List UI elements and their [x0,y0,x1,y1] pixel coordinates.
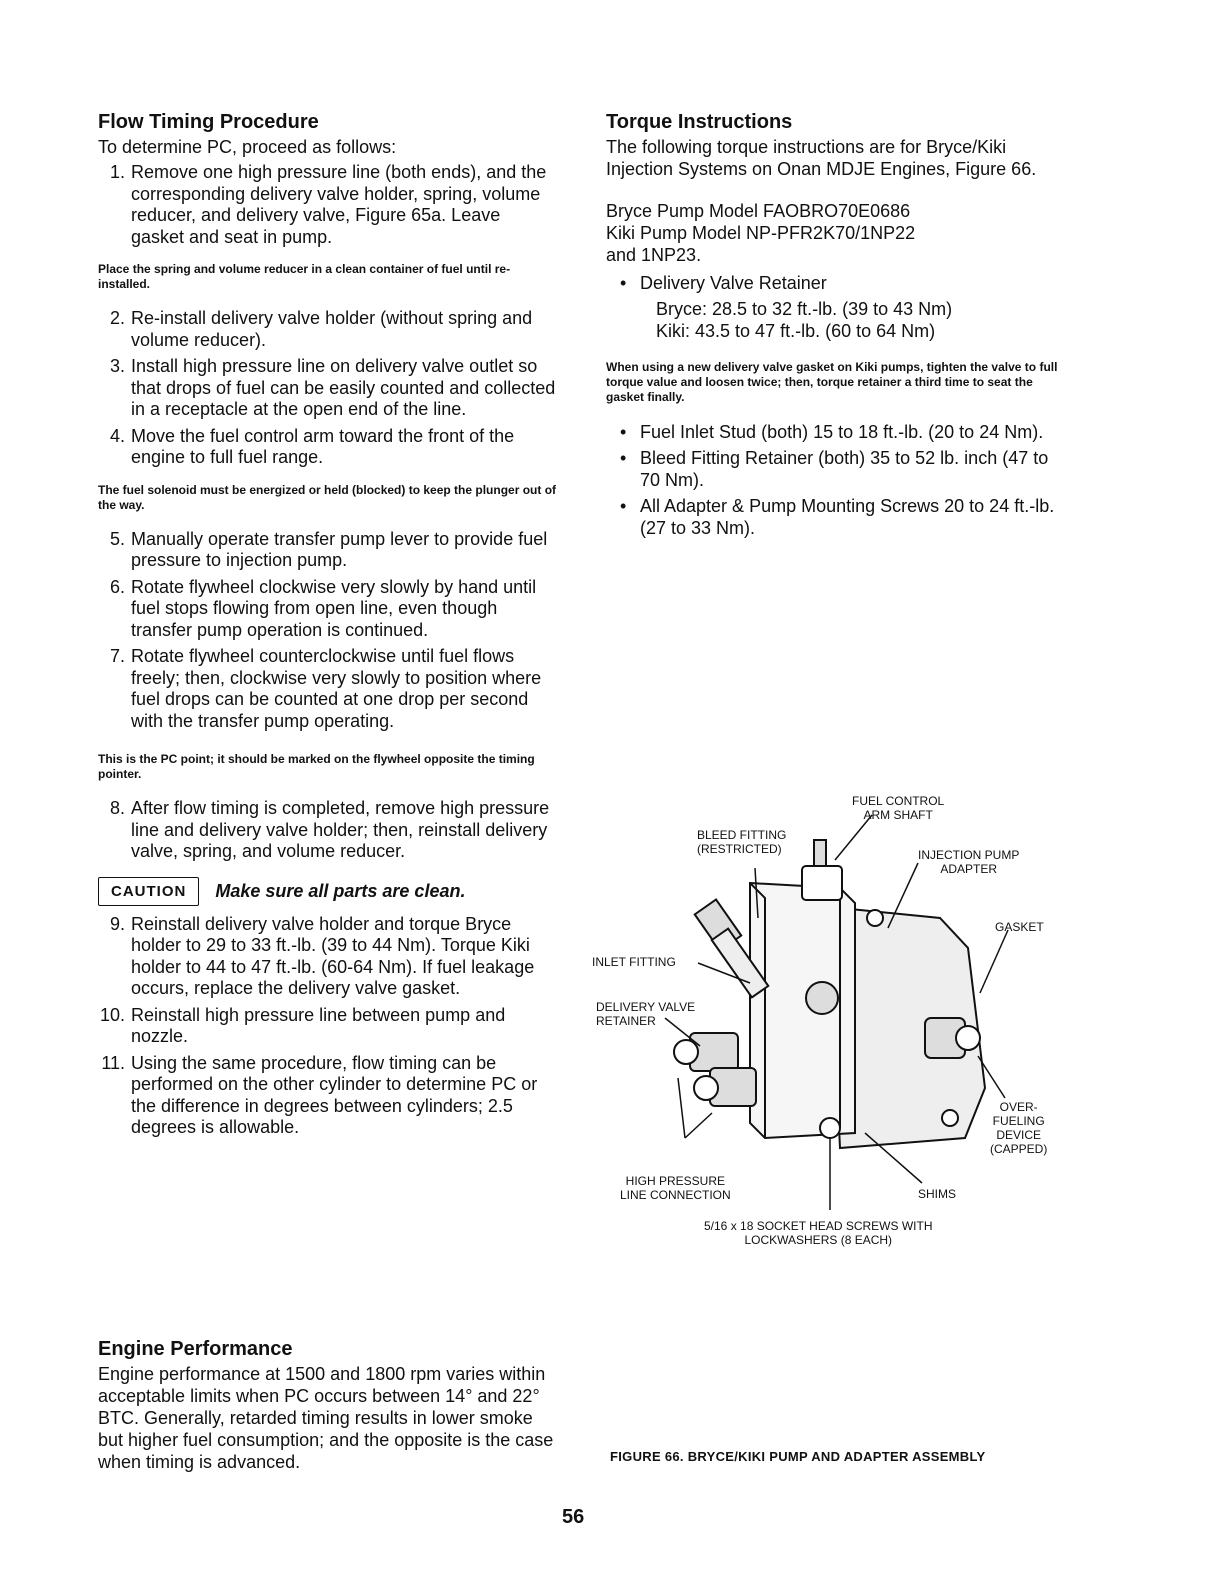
left-column [98,110,558,1144]
flow-timing-heading: Flow Timing Procedure [98,111,319,133]
label-delivery-valve: DELIVERY VALVE RETAINER [596,1000,696,1028]
torque-intro: The following torque instructions are for Bryce/Kiki Injection Systems on Onan MDJE Engines, Figure 66. [606,137,1037,179]
step-8: 8. After flow timing is completed, remove high pressure line and delivery valve holder; then, reinstall delivery valve, spring, and volume reducer. [109,798,550,861]
flow-timing-intro: To determine PC, proceed as follows: [98,137,397,157]
caution-badge: CAUTION [98,877,199,906]
torque-bullet-3: • All Adapter & Pump Mounting Screws 20 to 24 ft.-lb. (27 to 33 Nm). [606,495,1066,539]
step-4: 4. Move the fuel control arm toward the front of the engine to full fuel range. [109,425,515,467]
engine-performance-text: Engine performance at 1500 and 1800 rpm varies within acceptable limits when PC occurs between 14° and 22° BTC. Generally, retarded timing results in lower smoke but higher fuel consumption; and the opposite is the case when timing is advanced. [98,1364,554,1472]
engine-performance-section [98,1337,558,1473]
caution-row [98,877,558,906]
pump-model-kiki: Kiki Pump Model NP-PFR2K70/1NP22 [606,223,916,243]
pump-model-kiki-2: and 1NP23. [606,245,702,265]
step-3: 3. Install high pressure line on delivery valve outlet so that drops of fuel can be easily counted and collected in a receptacle at the open end of the line. [109,356,556,419]
torque-bullets [606,421,1066,539]
kiki-spec: Kiki: 43.5 to 47 ft.-lb. (60 to 64 Nm) [656,321,936,341]
note-solenoid: The fuel solenoid must be energized or held (blocked) to keep the plunger out of the way. [98,482,557,512]
torque-heading: Torque Instructions [606,111,793,133]
step-9: 9. Reinstall delivery valve holder and torque Bryce holder to 29 to 33 ft.-lb. (39 to 44 Nm). Torque Kiki holder to 44 to 47 ft.-lb. (60-64 Nm). If fuel leakage occurs, replace the delivery valve gasket. [109,913,535,998]
label-high-pressure: HIGH PRESSURE LINE CONNECTION [620,1174,731,1202]
label-injection-pump: INJECTION PUMP ADAPTER [918,848,1020,876]
step-5: 5. Manually operate transfer pump lever to provide fuel pressure to injection pump. [109,528,548,570]
engine-performance-heading: Engine Performance [98,1338,293,1360]
label-gasket: GASKET [995,920,1044,934]
label-bleed-fitting: BLEED FITTING (RESTRICTED) [697,828,787,856]
flow-timing-steps [98,162,558,248]
retainer-item: • Delivery Valve Retainer [606,272,1066,294]
note-gasket: When using a new delivery valve gasket on Kiki pumps, tighten the valve to full torque value and loosen twice; then, torque retainer a third time to seat the gasket finally. [606,360,1058,404]
step-11: 11. Using the same procedure, flow timing can be performed on the other cylinder to determine PC or the difference in degrees between cylinders; 2.5 degrees is allowable. [101,1052,538,1137]
label-screws: 5/16 x 18 SOCKET HEAD SCREWS WITH LOCKWASHERS (8 EACH) [704,1219,933,1247]
bryce-spec: Bryce: 28.5 to 32 ft.-lb. (39 to 43 Nm) [656,299,953,319]
caution-text: Make sure all parts are clean. [215,880,466,901]
step-6: 6. Rotate flywheel clockwise very slowly by hand until fuel stops flowing from open line, even though transfer pump operation is continued. [109,576,537,640]
step-7: 7. Rotate flywheel counterclockwise until fuel flows freely; then, clockwise very slowly to position where fuel drops can be counted at one drop per second with the transfer pump operating. [109,646,542,731]
step-10: 10. Reinstall high pressure line between pump and nozzle. [99,1004,506,1046]
note-spring: Place the spring and volume reducer in a clean container of fuel until re-installed. [98,262,511,291]
step-1: 1. Remove one high pressure line (both ends), and the corresponding delivery valve holder, spring, volume reducer, and delivery valve, Figure 65a. Leave gasket and seat in pump. [109,162,547,247]
label-fuel-control: FUEL CONTROL ARM SHAFT [852,794,945,822]
right-column [606,110,1066,543]
label-overfueling: OVER- FUELING DEVICE (CAPPED) [990,1100,1048,1156]
torque-bullet-2: • Bleed Fitting Retainer (both) 35 to 52 lb. inch (47 to 70 Nm). [606,447,1066,491]
pump-model-bryce: Bryce Pump Model FAOBRO70E0686 [606,201,911,221]
note-pc-point: This is the PC point; it should be marked on the flywheel opposite the timing pointer. [98,752,535,781]
step-2: 2. Re-install delivery valve holder (without spring and volume reducer). [109,308,533,350]
figure-caption: FIGURE 66. BRYCE/KIKI PUMP AND ADAPTER ASSEMBLY [610,1449,986,1464]
page-number: 56 [562,1506,585,1528]
torque-bullet-1: • Fuel Inlet Stud (both) 15 to 18 ft.-lb. (20 to 24 Nm). [606,421,1066,443]
label-shims: SHIMS [918,1187,957,1201]
pump-assembly-figure [590,788,1070,1258]
label-inlet-fitting: INLET FITTING [592,955,676,969]
